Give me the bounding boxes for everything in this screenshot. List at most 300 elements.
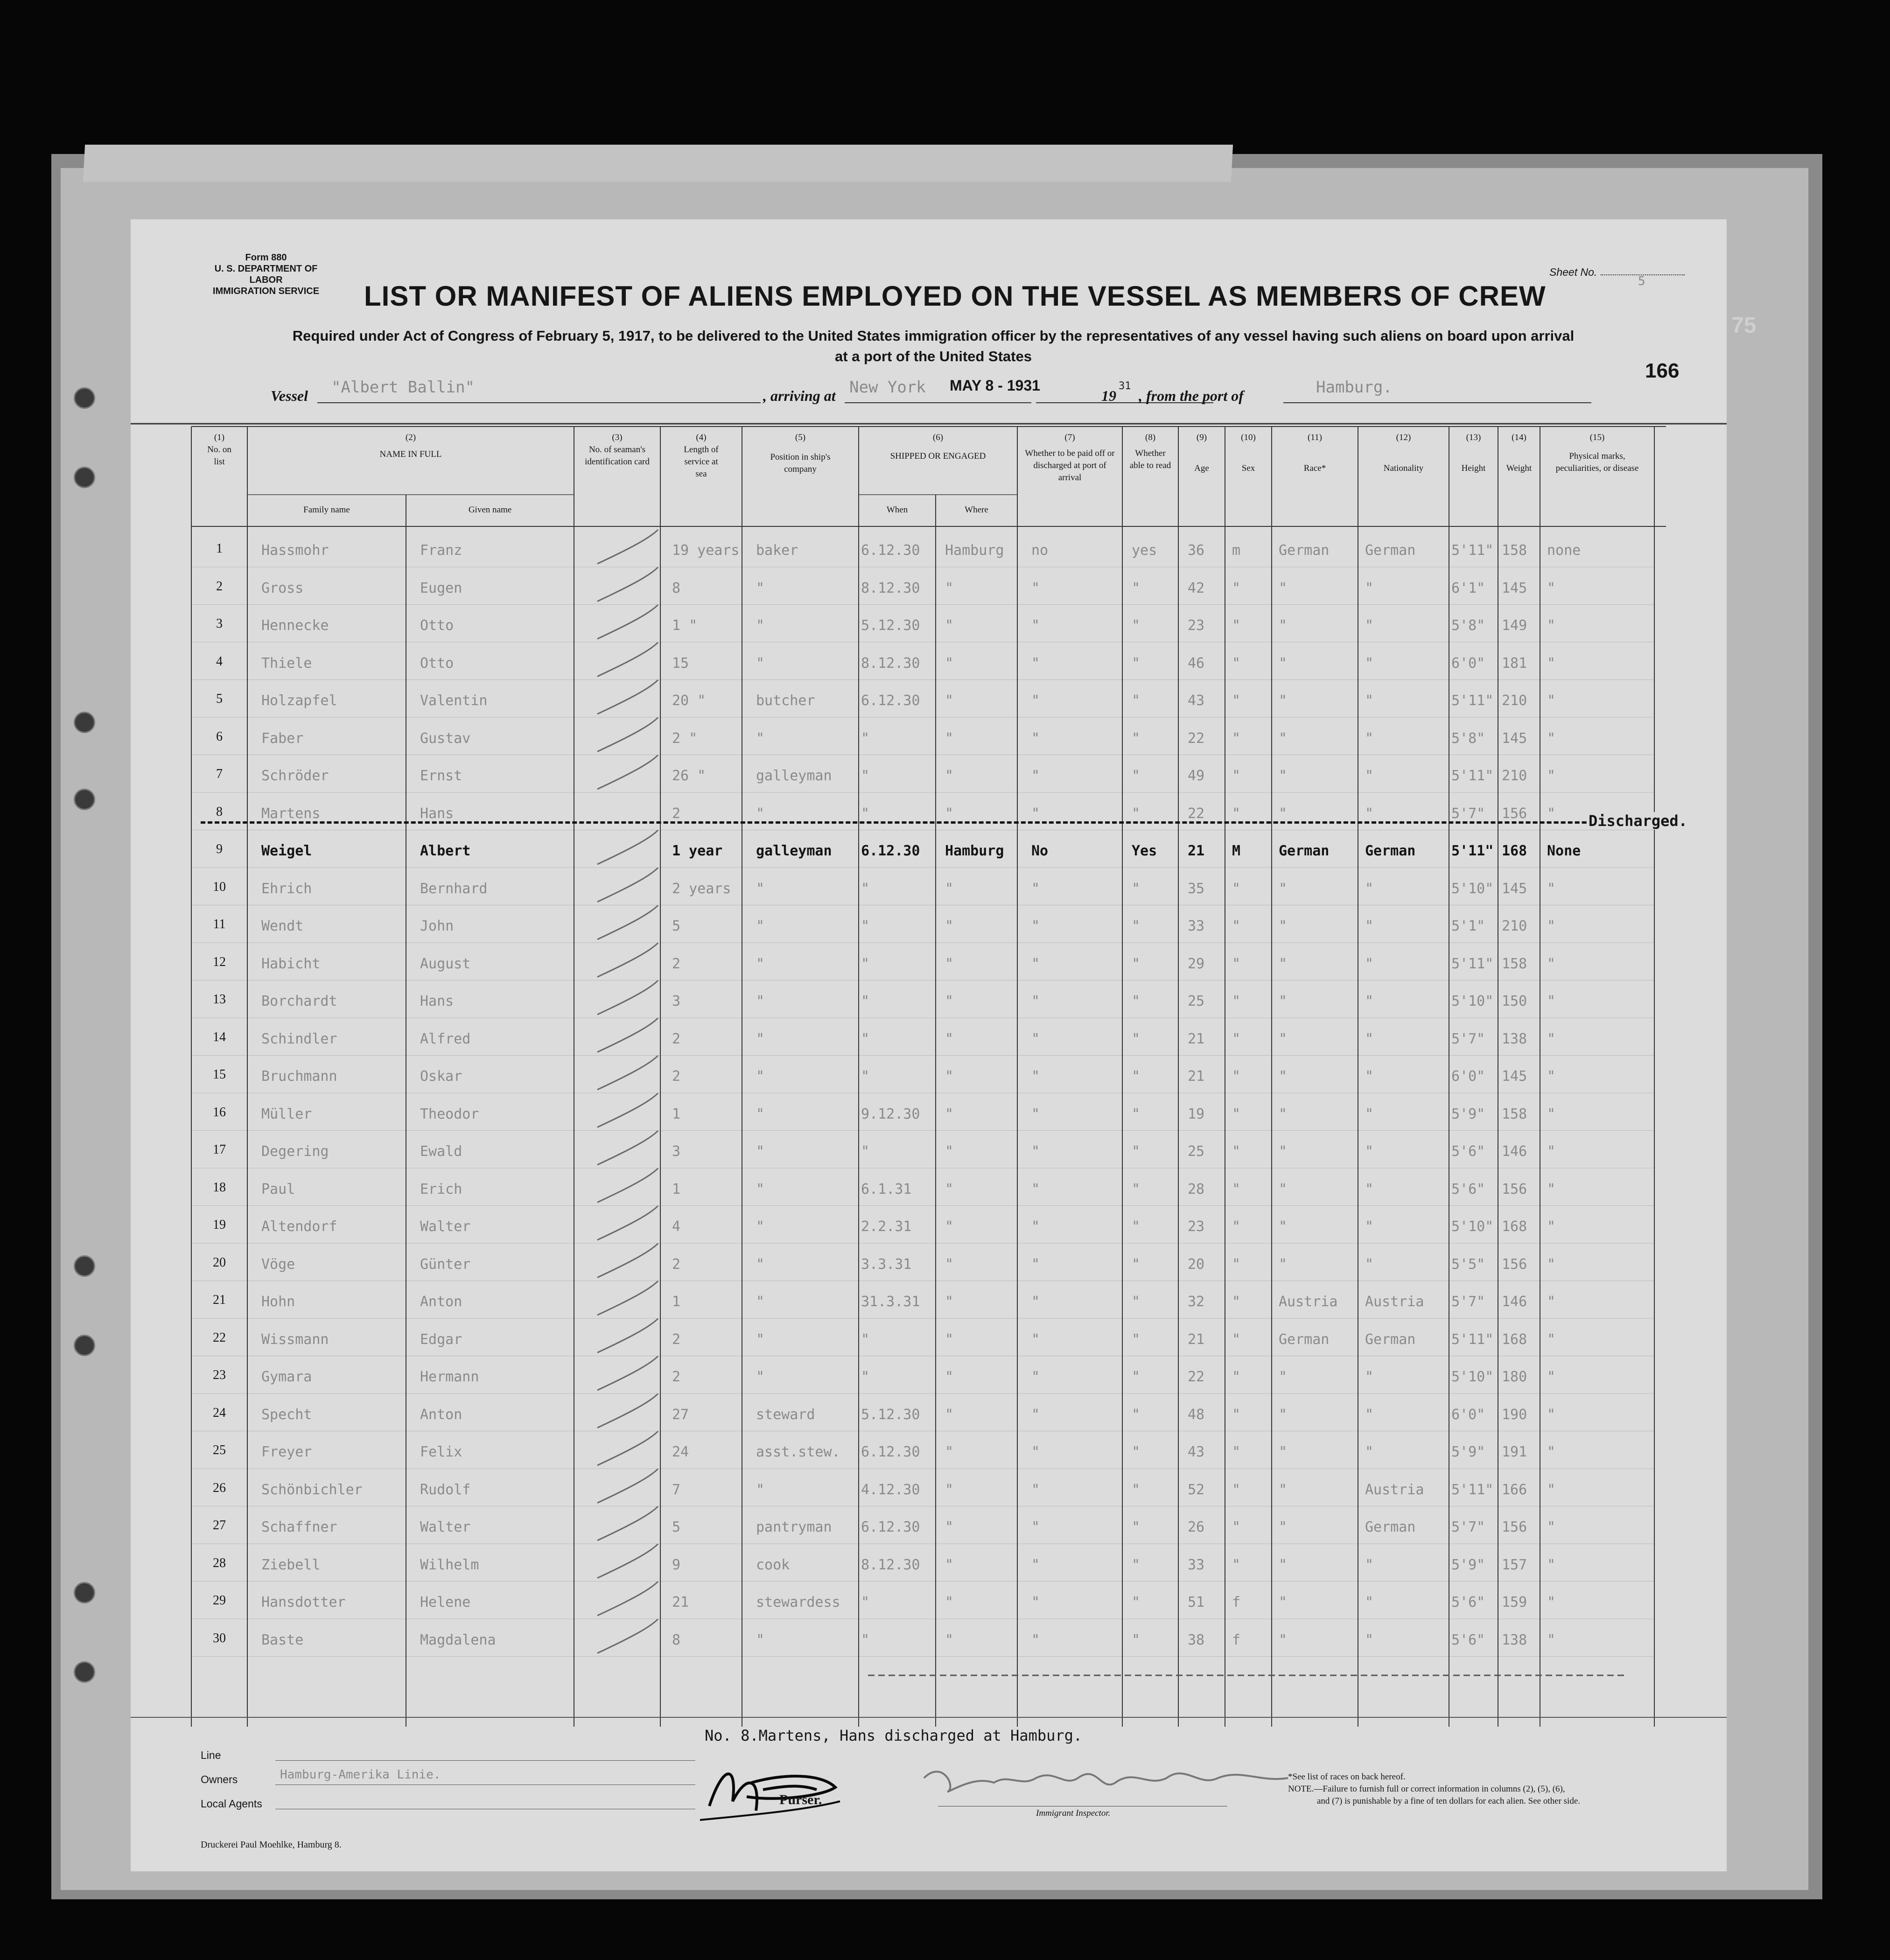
family-name-cell: Specht bbox=[261, 1406, 312, 1423]
binder-hole bbox=[74, 1582, 95, 1603]
sex-cell: M bbox=[1232, 843, 1241, 859]
position-cell: galleyman bbox=[756, 843, 832, 859]
shipped-where-cell: " bbox=[945, 1594, 954, 1610]
shipped-where-cell: " bbox=[945, 1068, 954, 1085]
seaman-card-pen-stroke bbox=[597, 1544, 658, 1578]
height-cell: 5'5" bbox=[1451, 1256, 1485, 1273]
race-cell: " bbox=[1279, 730, 1288, 747]
binder-hole bbox=[74, 1661, 95, 1683]
able-to-read-cell: " bbox=[1132, 1631, 1141, 1648]
height-cell: 5'11" bbox=[1451, 843, 1494, 859]
shipped-where-cell: " bbox=[945, 768, 954, 784]
row-number-cell: 2 bbox=[216, 579, 223, 594]
marks-cell: " bbox=[1547, 1519, 1556, 1535]
marks-cell: " bbox=[1547, 693, 1556, 709]
age-cell: 43 bbox=[1188, 693, 1205, 709]
given-name-header: Given name bbox=[468, 505, 512, 515]
seaman-card-pen-stroke bbox=[597, 1206, 658, 1240]
nationality-cell: " bbox=[1365, 693, 1374, 709]
family-name-cell: Paul bbox=[261, 1181, 295, 1197]
nationality-cell: " bbox=[1365, 1256, 1374, 1273]
line-field bbox=[275, 1760, 695, 1761]
family-name-cell: Schaffner bbox=[261, 1519, 337, 1535]
position-cell: " bbox=[756, 955, 765, 972]
marks-cell: " bbox=[1547, 730, 1556, 747]
position-cell: " bbox=[756, 655, 765, 672]
shipped-where-cell: " bbox=[945, 1030, 954, 1047]
position-cell: " bbox=[756, 1256, 765, 1273]
sex-cell: " bbox=[1232, 1556, 1241, 1573]
col-14-header bbox=[1498, 432, 1540, 475]
sex-cell: " bbox=[1232, 1143, 1241, 1160]
row-number-cell: 11 bbox=[213, 917, 226, 931]
col-7-number: (7) bbox=[1064, 433, 1075, 442]
service-cell: 3 bbox=[672, 993, 681, 1009]
given-name-cell: Eugen bbox=[420, 580, 462, 596]
height-cell: 5'10" bbox=[1451, 993, 1494, 1009]
weight-cell: 146 bbox=[1502, 1143, 1527, 1160]
race-cell: " bbox=[1279, 805, 1288, 822]
sex-cell: " bbox=[1232, 1369, 1241, 1385]
age-cell: 21 bbox=[1188, 1068, 1205, 1085]
marks-cell: " bbox=[1547, 1256, 1556, 1273]
paid-off-cell: " bbox=[1031, 655, 1040, 672]
footnote-penalty-cont: and (7) is punishable by a fine of ten dollars for each alien. See other side. bbox=[1317, 1796, 1581, 1806]
able-to-read-cell: " bbox=[1132, 1068, 1141, 1085]
given-name-cell: Erich bbox=[420, 1181, 462, 1197]
nationality-cell: German bbox=[1365, 1519, 1416, 1535]
row-number-cell: 14 bbox=[213, 1029, 226, 1044]
discharged-note: Discharged. bbox=[1587, 812, 1689, 830]
paid-off-cell: " bbox=[1031, 1481, 1040, 1498]
position-cell: stewardess bbox=[756, 1594, 840, 1610]
age-cell: 42 bbox=[1188, 580, 1205, 596]
sex-cell: " bbox=[1232, 1181, 1241, 1197]
sex-cell: " bbox=[1232, 1331, 1241, 1348]
nationality-cell: " bbox=[1365, 580, 1374, 596]
seaman-card-pen-stroke bbox=[597, 755, 658, 789]
able-to-read-cell: " bbox=[1132, 730, 1141, 747]
height-cell: 5'7" bbox=[1451, 805, 1485, 822]
shipped-when-cell: 9.12.30 bbox=[861, 1106, 920, 1122]
shipped-when-cell: 6.1.31 bbox=[861, 1181, 912, 1197]
shipped-where-cell: " bbox=[945, 1256, 954, 1273]
position-cell: " bbox=[756, 1294, 765, 1310]
col-1-header bbox=[191, 432, 247, 468]
nationality-cell: " bbox=[1365, 1556, 1374, 1573]
seaman-card-pen-stroke bbox=[597, 1394, 658, 1428]
sex-cell: " bbox=[1232, 1068, 1241, 1085]
paid-off-cell: " bbox=[1031, 918, 1040, 934]
paid-off-cell: " bbox=[1031, 1444, 1040, 1460]
discharge-note: No. 8.Martens, Hans discharged at Hamburg. bbox=[705, 1727, 1083, 1744]
shipped-when-cell: " bbox=[861, 993, 870, 1009]
col-6-header bbox=[859, 432, 1017, 462]
shipped-where-cell: " bbox=[945, 993, 954, 1009]
paid-off-cell: " bbox=[1031, 1331, 1040, 1348]
race-cell: " bbox=[1279, 1030, 1288, 1047]
marks-cell: " bbox=[1547, 1556, 1556, 1573]
weight-cell: 159 bbox=[1502, 1594, 1527, 1610]
marks-cell: " bbox=[1547, 1631, 1556, 1648]
nationality-cell: Austria bbox=[1365, 1481, 1424, 1498]
manifest-sheet bbox=[131, 219, 1727, 1871]
year-value: 31 bbox=[1119, 380, 1131, 392]
service-cell: 2 years bbox=[672, 880, 731, 897]
seaman-card-pen-stroke bbox=[597, 1431, 658, 1465]
seaman-card-pen-stroke bbox=[597, 680, 658, 714]
shipped-where-cell: " bbox=[945, 1218, 954, 1235]
age-cell: 51 bbox=[1188, 1594, 1205, 1610]
family-name-cell: Altendorf bbox=[261, 1218, 337, 1235]
sheet-number: 5 bbox=[1638, 274, 1645, 288]
race-cell: " bbox=[1279, 1181, 1288, 1197]
shipped-when-cell: 6.12.30 bbox=[861, 693, 920, 709]
sex-cell: " bbox=[1232, 1218, 1241, 1235]
sex-cell: f bbox=[1232, 1631, 1241, 1648]
position-cell: " bbox=[756, 918, 765, 934]
weight-cell: 158 bbox=[1502, 955, 1527, 972]
nationality-cell: " bbox=[1365, 880, 1374, 897]
shipped-when-cell: 6.12.30 bbox=[861, 1444, 920, 1460]
col-13-header bbox=[1449, 432, 1498, 475]
able-to-read-cell: " bbox=[1132, 1218, 1141, 1235]
weight-cell: 166 bbox=[1502, 1481, 1527, 1498]
seaman-card-pen-stroke bbox=[597, 1056, 658, 1090]
shipped-where-cell: " bbox=[945, 730, 954, 747]
shipped-when-cell: " bbox=[861, 730, 870, 747]
given-name-cell: Magdalena bbox=[420, 1631, 496, 1648]
able-to-read-cell: " bbox=[1132, 1030, 1141, 1047]
row-number-cell: 30 bbox=[213, 1631, 226, 1645]
able-to-read-cell: " bbox=[1132, 918, 1141, 934]
corner-stamp: 75 bbox=[1731, 313, 1757, 338]
shipped-where-cell: " bbox=[945, 805, 954, 822]
paid-off-cell: " bbox=[1031, 1594, 1040, 1610]
paid-off-cell: " bbox=[1031, 730, 1040, 747]
row-number-cell: 24 bbox=[213, 1405, 226, 1420]
service-cell: 24 bbox=[672, 1444, 689, 1460]
age-cell: 22 bbox=[1188, 1369, 1205, 1385]
given-name-cell: Franz bbox=[420, 542, 462, 559]
able-to-read-cell: yes bbox=[1132, 542, 1157, 559]
service-cell: 2 bbox=[672, 1331, 681, 1348]
service-cell: 20 " bbox=[672, 693, 706, 709]
given-name-cell: Hans bbox=[420, 993, 454, 1009]
race-cell: " bbox=[1279, 580, 1288, 596]
race-cell: " bbox=[1279, 1218, 1288, 1235]
weight-cell: 138 bbox=[1502, 1631, 1527, 1648]
paid-off-cell: " bbox=[1031, 1631, 1040, 1648]
col-7-label: Whether to be paid off or discharged at port of arrival bbox=[1025, 448, 1115, 483]
paid-off-cell: " bbox=[1031, 1556, 1040, 1573]
position-cell: baker bbox=[756, 542, 798, 559]
paid-off-cell: " bbox=[1031, 1519, 1040, 1535]
seaman-card-pen-stroke bbox=[597, 605, 658, 639]
seaman-card-pen-stroke bbox=[597, 1018, 658, 1052]
arriving-port: New York bbox=[849, 378, 926, 397]
shipped-where-cell: " bbox=[945, 1631, 954, 1648]
service-cell: 19 years bbox=[672, 542, 740, 559]
given-name-cell: Wilhelm bbox=[420, 1556, 479, 1573]
shipped-when-cell: 8.12.30 bbox=[861, 580, 920, 596]
height-cell: 5'9" bbox=[1451, 1556, 1485, 1573]
from-port: Hamburg. bbox=[1316, 378, 1393, 397]
able-to-read-cell: " bbox=[1132, 693, 1141, 709]
nationality-cell: " bbox=[1365, 993, 1374, 1009]
race-cell: " bbox=[1279, 1556, 1288, 1573]
col-2-number: (2) bbox=[405, 433, 416, 442]
height-cell: 5'9" bbox=[1451, 1106, 1485, 1122]
paid-off-cell: " bbox=[1031, 993, 1040, 1009]
marks-cell: " bbox=[1547, 1106, 1556, 1122]
vessel-name: "Albert Ballin" bbox=[331, 378, 475, 397]
weight-cell: 149 bbox=[1502, 617, 1527, 634]
paid-off-cell: " bbox=[1031, 617, 1040, 634]
row-number-cell: 7 bbox=[216, 767, 223, 781]
nationality-cell: German bbox=[1365, 542, 1416, 559]
service-cell: 8 bbox=[672, 1631, 681, 1648]
given-name-cell: Ewald bbox=[420, 1143, 462, 1160]
service-cell: 15 bbox=[672, 655, 689, 672]
sex-cell: " bbox=[1232, 993, 1241, 1009]
from-port-label: , from the port of bbox=[1139, 387, 1244, 404]
paid-off-cell: " bbox=[1031, 580, 1040, 596]
weight-cell: 168 bbox=[1502, 843, 1527, 859]
height-cell: 5'7" bbox=[1451, 1030, 1485, 1047]
age-cell: 25 bbox=[1188, 993, 1205, 1009]
paid-off-cell: No bbox=[1031, 843, 1049, 859]
race-cell: German bbox=[1279, 843, 1330, 859]
height-cell: 6'0" bbox=[1451, 1406, 1485, 1423]
given-name-cell: Bernhard bbox=[420, 880, 488, 897]
nationality-cell: " bbox=[1365, 1106, 1374, 1122]
family-name-header: Family name bbox=[303, 505, 350, 515]
shipped-where-cell: Hamburg bbox=[945, 843, 1004, 859]
family-name-cell: Faber bbox=[261, 730, 304, 747]
binder-hole bbox=[74, 467, 95, 488]
service-cell: 1 bbox=[672, 1181, 681, 1197]
col-15-header bbox=[1540, 432, 1654, 475]
position-cell: " bbox=[756, 1369, 765, 1385]
family-name-cell: Vöge bbox=[261, 1256, 295, 1273]
col-3-number: (3) bbox=[612, 433, 623, 442]
able-to-read-cell: " bbox=[1132, 880, 1141, 897]
given-name-cell: Walter bbox=[420, 1519, 471, 1535]
col-14-number: (14) bbox=[1512, 433, 1526, 442]
col-10-header bbox=[1225, 432, 1272, 475]
col-7-header bbox=[1017, 432, 1122, 484]
race-cell: " bbox=[1279, 1406, 1288, 1423]
given-name-cell: Rudolf bbox=[420, 1481, 471, 1498]
marks-cell: " bbox=[1547, 617, 1556, 634]
service-cell: 2 bbox=[672, 1068, 681, 1085]
service-cell: 26 " bbox=[672, 768, 706, 784]
age-cell: 32 bbox=[1188, 1294, 1205, 1310]
shipped-where-cell: " bbox=[945, 1143, 954, 1160]
marks-cell: " bbox=[1547, 1481, 1556, 1498]
form-number: Form 880 bbox=[245, 252, 287, 263]
position-cell: " bbox=[756, 1181, 765, 1197]
marks-cell: " bbox=[1547, 1030, 1556, 1047]
col-12-label: Nationality bbox=[1383, 463, 1424, 473]
age-cell: 21 bbox=[1188, 1030, 1205, 1047]
nationality-cell: " bbox=[1365, 1068, 1374, 1085]
sex-cell: " bbox=[1232, 880, 1241, 897]
age-cell: 43 bbox=[1188, 1444, 1205, 1460]
row-number-cell: 18 bbox=[213, 1180, 226, 1195]
nationality-cell: Austria bbox=[1365, 1294, 1424, 1310]
sex-cell: " bbox=[1232, 1256, 1241, 1273]
service-cell: 7 bbox=[672, 1481, 681, 1498]
position-cell: steward bbox=[756, 1406, 815, 1423]
service-cell: 1 year bbox=[672, 843, 723, 859]
weight-cell: 180 bbox=[1502, 1369, 1527, 1385]
race-cell: " bbox=[1279, 1143, 1288, 1160]
age-cell: 36 bbox=[1188, 542, 1205, 559]
position-cell: " bbox=[756, 880, 765, 897]
able-to-read-cell: " bbox=[1132, 805, 1141, 822]
owners-value: Hamburg-Amerika Linie. bbox=[280, 1768, 441, 1782]
able-to-read-cell: " bbox=[1132, 655, 1141, 672]
row-number-cell: 15 bbox=[213, 1067, 226, 1082]
service-cell: 5 bbox=[672, 918, 681, 934]
service-cell: 8 bbox=[672, 580, 681, 596]
height-cell: 5'11" bbox=[1451, 768, 1494, 784]
nationality-cell: " bbox=[1365, 1369, 1374, 1385]
paid-off-cell: " bbox=[1031, 955, 1040, 972]
given-name-cell: Hermann bbox=[420, 1369, 479, 1385]
binder-hole bbox=[74, 1255, 95, 1277]
sheet-label: Sheet No. bbox=[1549, 266, 1597, 278]
marks-cell: " bbox=[1547, 993, 1556, 1009]
shipped-where-cell: " bbox=[945, 1481, 954, 1498]
given-name-cell: Otto bbox=[420, 617, 454, 634]
age-cell: 35 bbox=[1188, 880, 1205, 897]
position-cell: asst.stew. bbox=[756, 1444, 840, 1460]
shipped-when-cell: " bbox=[861, 955, 870, 972]
sex-cell: " bbox=[1232, 730, 1241, 747]
footnote-penalty: NOTE.—Failure to furnish full or correct information in columns (2), (5), (6), bbox=[1288, 1784, 1565, 1794]
race-cell: " bbox=[1279, 1256, 1288, 1273]
shipped-where-cell: Hamburg bbox=[945, 542, 1004, 559]
height-cell: 5'9" bbox=[1451, 1444, 1485, 1460]
col-5-label: Position in ship's company bbox=[770, 452, 831, 474]
col-4-number: (4) bbox=[696, 433, 707, 442]
family-name-cell: Borchardt bbox=[261, 993, 337, 1009]
weight-cell: 158 bbox=[1502, 1106, 1527, 1122]
age-cell: 48 bbox=[1188, 1406, 1205, 1423]
shipped-when-cell: " bbox=[861, 1594, 870, 1610]
col-12-number: (12) bbox=[1396, 433, 1411, 442]
weight-cell: 157 bbox=[1502, 1556, 1527, 1573]
paid-off-cell: " bbox=[1031, 1068, 1040, 1085]
given-name-cell: Ernst bbox=[420, 768, 462, 784]
service-cell: 1 " bbox=[672, 617, 698, 634]
age-cell: 19 bbox=[1188, 1106, 1205, 1122]
nationality-cell: " bbox=[1365, 1631, 1374, 1648]
binder-hole bbox=[74, 387, 95, 409]
shipped-where-cell: " bbox=[945, 617, 954, 634]
sex-cell: " bbox=[1232, 768, 1241, 784]
weight-cell: 210 bbox=[1502, 918, 1527, 934]
folder-tab bbox=[83, 145, 1233, 182]
col-13-number: (13) bbox=[1466, 433, 1481, 442]
given-name-cell: Otto bbox=[420, 655, 454, 672]
position-cell: " bbox=[756, 617, 765, 634]
purser-label: Purser. bbox=[779, 1792, 822, 1807]
weight-cell: 168 bbox=[1502, 1331, 1527, 1348]
arriving-label: , arriving at bbox=[763, 387, 836, 404]
marks-cell: " bbox=[1547, 655, 1556, 672]
paid-off-cell: " bbox=[1031, 880, 1040, 897]
agents-label: Local Agents bbox=[201, 1798, 262, 1810]
shipped-when-cell: 2.2.31 bbox=[861, 1218, 912, 1235]
service-cell: 2 bbox=[672, 1369, 681, 1385]
weight-cell: 156 bbox=[1502, 1256, 1527, 1273]
row-number-cell: 12 bbox=[213, 954, 226, 969]
seaman-card-pen-stroke bbox=[597, 1506, 658, 1540]
row-number-cell: 23 bbox=[213, 1368, 226, 1382]
row-number-cell: 3 bbox=[216, 616, 223, 631]
weight-cell: 190 bbox=[1502, 1406, 1527, 1423]
family-name-cell: Degering bbox=[261, 1143, 329, 1160]
weight-cell: 210 bbox=[1502, 768, 1527, 784]
binder-hole bbox=[74, 1335, 95, 1356]
paid-off-cell: " bbox=[1031, 1294, 1040, 1310]
weight-cell: 146 bbox=[1502, 1294, 1527, 1310]
able-to-read-cell: " bbox=[1132, 1181, 1141, 1197]
marks-cell: " bbox=[1547, 1594, 1556, 1610]
age-cell: 33 bbox=[1188, 1556, 1205, 1573]
service-cell: 3 bbox=[672, 1143, 681, 1160]
row-number-cell: 13 bbox=[213, 992, 226, 1007]
shipped-where-cell: " bbox=[945, 1106, 954, 1122]
line-label: Line bbox=[201, 1749, 221, 1761]
age-cell: 25 bbox=[1188, 1143, 1205, 1160]
height-cell: 5'7" bbox=[1451, 1294, 1485, 1310]
shipped-when-cell: 4.12.30 bbox=[861, 1481, 920, 1498]
weight-cell: 156 bbox=[1502, 1519, 1527, 1535]
age-cell: 28 bbox=[1188, 1181, 1205, 1197]
service-cell: 2 bbox=[672, 805, 681, 822]
family-name-cell: Freyer bbox=[261, 1444, 312, 1460]
family-name-cell: Ehrich bbox=[261, 880, 312, 897]
row-number-cell: 8 bbox=[216, 804, 223, 819]
family-name-cell: Gymara bbox=[261, 1369, 312, 1385]
service-cell: 1 bbox=[672, 1294, 681, 1310]
shipped-when-cell: " bbox=[861, 1631, 870, 1648]
col-6-number: (6) bbox=[932, 433, 944, 442]
race-cell: German bbox=[1279, 1331, 1330, 1348]
shipped-where-cell: " bbox=[945, 1331, 954, 1348]
position-cell: " bbox=[756, 1068, 765, 1085]
owners-label: Owners bbox=[201, 1773, 238, 1785]
age-cell: 52 bbox=[1188, 1481, 1205, 1498]
height-cell: 5'10" bbox=[1451, 1369, 1494, 1385]
position-cell: " bbox=[756, 1030, 765, 1047]
weight-cell: 150 bbox=[1502, 993, 1527, 1009]
col-8-label: Whether able to read bbox=[1129, 448, 1171, 470]
nationality-cell: " bbox=[1365, 768, 1374, 784]
given-name-cell: Felix bbox=[420, 1444, 462, 1460]
nationality-cell: " bbox=[1365, 1218, 1374, 1235]
height-cell: 5'8" bbox=[1451, 730, 1485, 747]
able-to-read-cell: " bbox=[1132, 1444, 1141, 1460]
sex-cell: " bbox=[1232, 1030, 1241, 1047]
col-1-number: (1) bbox=[214, 433, 225, 442]
marks-cell: " bbox=[1547, 1143, 1556, 1160]
